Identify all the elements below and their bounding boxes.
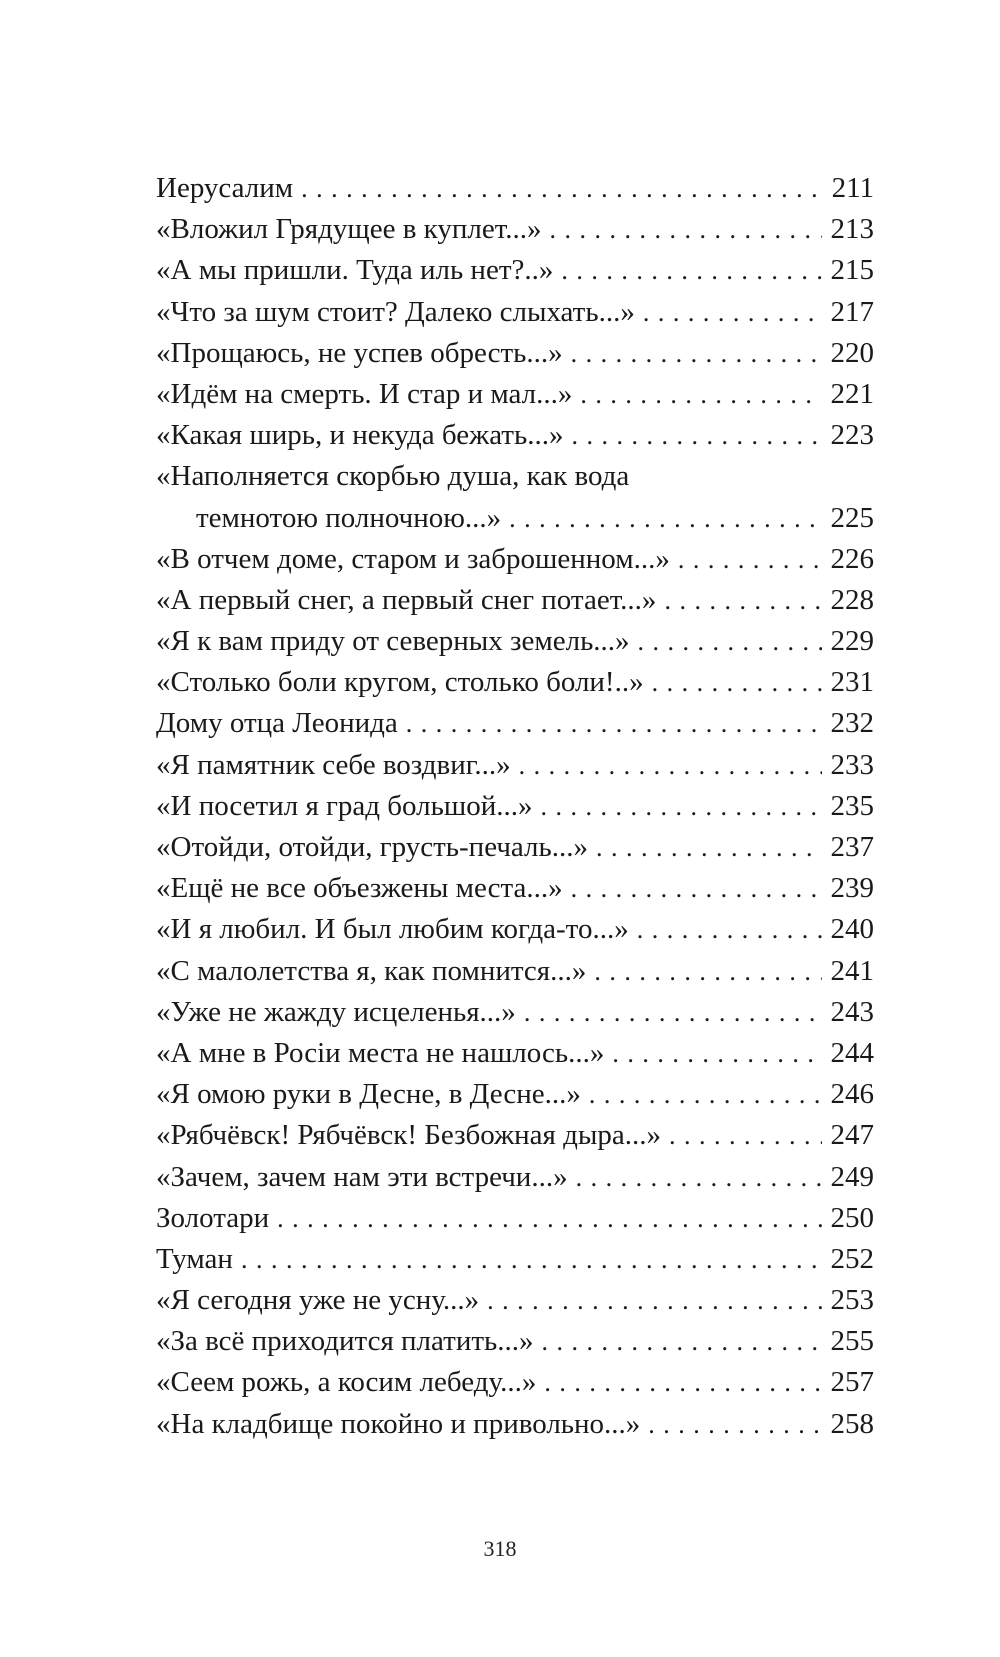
dot-leader bbox=[594, 951, 822, 992]
toc-entry-title: «Я памятник себе воздвиг...» bbox=[156, 748, 511, 781]
toc-entry-page: 243 bbox=[830, 995, 874, 1028]
toc-entry-title: «И я любил. И был любим когда-то...» bbox=[156, 913, 629, 946]
toc-entry-title: «На кладбище покойно и привольно...» bbox=[156, 1407, 641, 1440]
toc-entry-page: 253 bbox=[830, 1284, 874, 1317]
dot-leader bbox=[643, 292, 822, 333]
dot-leader bbox=[241, 1239, 822, 1280]
dot-leader bbox=[637, 909, 822, 950]
dot-leader bbox=[580, 374, 822, 415]
toc-entry-page: 255 bbox=[830, 1325, 874, 1358]
dot-leader bbox=[509, 498, 822, 539]
toc-entry-page: 226 bbox=[830, 542, 874, 575]
toc-entry-title: Дому отца Леонида bbox=[156, 707, 398, 740]
toc-entry-page: 223 bbox=[830, 419, 874, 452]
toc-entry-title: «А первый снег, а первый снег потает...» bbox=[156, 583, 657, 616]
toc-entry-page: 211 bbox=[831, 172, 874, 204]
toc-entry-page: 225 bbox=[830, 501, 874, 534]
dot-leader bbox=[487, 1280, 822, 1321]
toc-entry-title: «Прощаюсь, не успев обресть...» bbox=[156, 336, 563, 369]
toc-entry-title: «А мне в Росіи места не нашлось...» bbox=[156, 1036, 605, 1069]
toc-entry-title: «Зачем, зачем нам эти встречи...» bbox=[156, 1160, 568, 1193]
dot-leader bbox=[589, 1074, 822, 1115]
dot-leader bbox=[612, 1033, 822, 1074]
dot-leader bbox=[277, 1198, 822, 1239]
toc-entry bbox=[156, 827, 874, 868]
toc-entry-page: 249 bbox=[830, 1160, 874, 1193]
toc-entry bbox=[156, 580, 874, 621]
toc-entry-title: Золотари bbox=[156, 1201, 270, 1234]
toc-entry-title: «Что за шум стоит? Далеко слыхать...» bbox=[156, 295, 635, 328]
toc-entry bbox=[156, 992, 874, 1033]
dot-leader bbox=[549, 209, 822, 250]
toc-entry bbox=[156, 745, 874, 786]
toc-entry-page: 258 bbox=[830, 1407, 874, 1440]
toc-entry-page: 240 bbox=[830, 913, 874, 946]
toc-entry-page: 213 bbox=[830, 213, 874, 246]
toc-entry-page: 228 bbox=[830, 583, 874, 616]
toc-entry-title: «Наполняется скорбью душа, как вода bbox=[156, 460, 630, 493]
toc-entry-page: 250 bbox=[830, 1201, 874, 1234]
dot-leader bbox=[596, 827, 822, 868]
toc-entry bbox=[156, 951, 874, 992]
toc-entry bbox=[156, 662, 874, 703]
toc-entry-page: 239 bbox=[830, 872, 874, 905]
toc-entry-page: 233 bbox=[830, 748, 874, 781]
toc-entry-title: «Вложил Грядущее в куплет...» bbox=[156, 213, 542, 246]
toc-entry-line2 bbox=[156, 498, 874, 539]
toc-entry bbox=[156, 1362, 874, 1403]
page-number: 318 bbox=[483, 1536, 517, 1561]
toc-entry bbox=[156, 621, 874, 662]
dot-leader bbox=[561, 250, 822, 291]
toc-entry bbox=[156, 1115, 874, 1156]
toc-entry bbox=[156, 209, 874, 250]
dot-leader bbox=[301, 168, 822, 209]
toc-entry-title: «Я сегодня уже не усну...» bbox=[156, 1284, 480, 1317]
toc-entry-title: «Я к вам приду от северных земель...» bbox=[156, 625, 630, 658]
toc-entry bbox=[156, 1404, 874, 1445]
dot-leader bbox=[664, 580, 822, 621]
toc-entry-page: 237 bbox=[830, 831, 874, 863]
table-of-contents bbox=[156, 168, 874, 1445]
toc-entry-page: 244 bbox=[830, 1036, 874, 1069]
dot-leader bbox=[541, 1321, 822, 1362]
toc-entry bbox=[156, 168, 874, 209]
toc-entry-page: 257 bbox=[830, 1366, 874, 1399]
toc-entry-page: 229 bbox=[830, 625, 874, 658]
toc-entry bbox=[156, 703, 874, 744]
dot-leader bbox=[576, 1157, 822, 1198]
toc-entry bbox=[156, 415, 874, 456]
toc-entry bbox=[156, 250, 874, 291]
toc-entry-title: «В отчем доме, старом и заброшенном...» bbox=[156, 542, 670, 575]
toc-entry-page: 232 bbox=[830, 707, 874, 740]
dot-leader bbox=[571, 415, 822, 456]
toc-entry-title: «Столько боли кругом, столько боли!..» bbox=[156, 666, 644, 699]
toc-entry-title: «Рябчёвск! Рябчёвск! Безбожная дыра...» bbox=[156, 1119, 661, 1152]
dot-leader bbox=[652, 662, 822, 703]
toc-entry-title: «Какая ширь, и некуда бежать...» bbox=[156, 419, 564, 452]
toc-entry bbox=[156, 1198, 874, 1239]
toc-entry-line1 bbox=[156, 456, 874, 497]
toc-entry bbox=[156, 1280, 874, 1321]
toc-entry-page: 241 bbox=[830, 954, 874, 987]
toc-entry-title: Туман bbox=[156, 1242, 233, 1275]
toc-entry-page: 246 bbox=[830, 1078, 874, 1111]
toc-entry bbox=[156, 333, 874, 374]
dot-leader bbox=[544, 1362, 822, 1403]
toc-entry-title: «Ещё не все объезжены места...» bbox=[156, 872, 563, 905]
toc-entry bbox=[156, 868, 874, 909]
toc-entry bbox=[156, 909, 874, 950]
dot-leader bbox=[540, 786, 822, 827]
toc-entry bbox=[156, 1321, 874, 1362]
dot-leader bbox=[524, 992, 822, 1033]
toc-entry-title: «За всё приходится платить...» bbox=[156, 1325, 534, 1358]
toc-entry bbox=[156, 539, 874, 580]
toc-entry bbox=[156, 1239, 874, 1280]
toc-entry-title: «И посетил я град большой...» bbox=[156, 789, 533, 822]
toc-entry-title: «Идём на смерть. И стар и мал...» bbox=[156, 377, 573, 410]
dot-leader bbox=[406, 703, 822, 744]
toc-entry-title: «А мы пришли. Туда иль нет?..» bbox=[156, 254, 554, 287]
dot-leader bbox=[678, 539, 822, 580]
dot-leader bbox=[571, 333, 822, 374]
toc-entry-page: 220 bbox=[830, 336, 874, 369]
toc-entry bbox=[156, 1157, 874, 1198]
toc-entry-page: 217 bbox=[830, 295, 874, 328]
toc-entry bbox=[156, 1033, 874, 1074]
dot-leader bbox=[669, 1115, 822, 1156]
toc-entry-page: 235 bbox=[830, 789, 874, 822]
toc-entry bbox=[156, 1074, 874, 1115]
toc-entry bbox=[156, 292, 874, 333]
dot-leader bbox=[519, 745, 822, 786]
toc-entry-page: 221 bbox=[830, 377, 874, 410]
toc-entry bbox=[156, 374, 874, 415]
toc-entry-page: 215 bbox=[830, 254, 874, 287]
toc-entry-title: «Сеем рожь, а косим лебеду...» bbox=[156, 1366, 537, 1399]
dot-leader bbox=[571, 868, 822, 909]
toc-entry-title: «Уже не жажду исцеленья...» bbox=[156, 995, 516, 1028]
toc-entry bbox=[156, 786, 874, 827]
toc-entry-page: 252 bbox=[830, 1242, 874, 1275]
dot-leader bbox=[638, 621, 822, 662]
toc-entry-title: «С малолетства я, как помнится...» bbox=[156, 954, 587, 987]
toc-entry-page: 231 bbox=[830, 666, 874, 699]
toc-entry-title: Иерусалим bbox=[156, 172, 294, 204]
toc-entry-title: «Я омою руки в Десне, в Десне...» bbox=[156, 1078, 581, 1111]
toc-entry-page: 247 bbox=[830, 1119, 874, 1152]
dot-leader bbox=[648, 1404, 822, 1445]
toc-entry-title: «Отойди, отойди, грусть-печаль...» bbox=[156, 831, 588, 863]
toc-entry-title-continued: темнотою полночною...» bbox=[196, 501, 502, 534]
